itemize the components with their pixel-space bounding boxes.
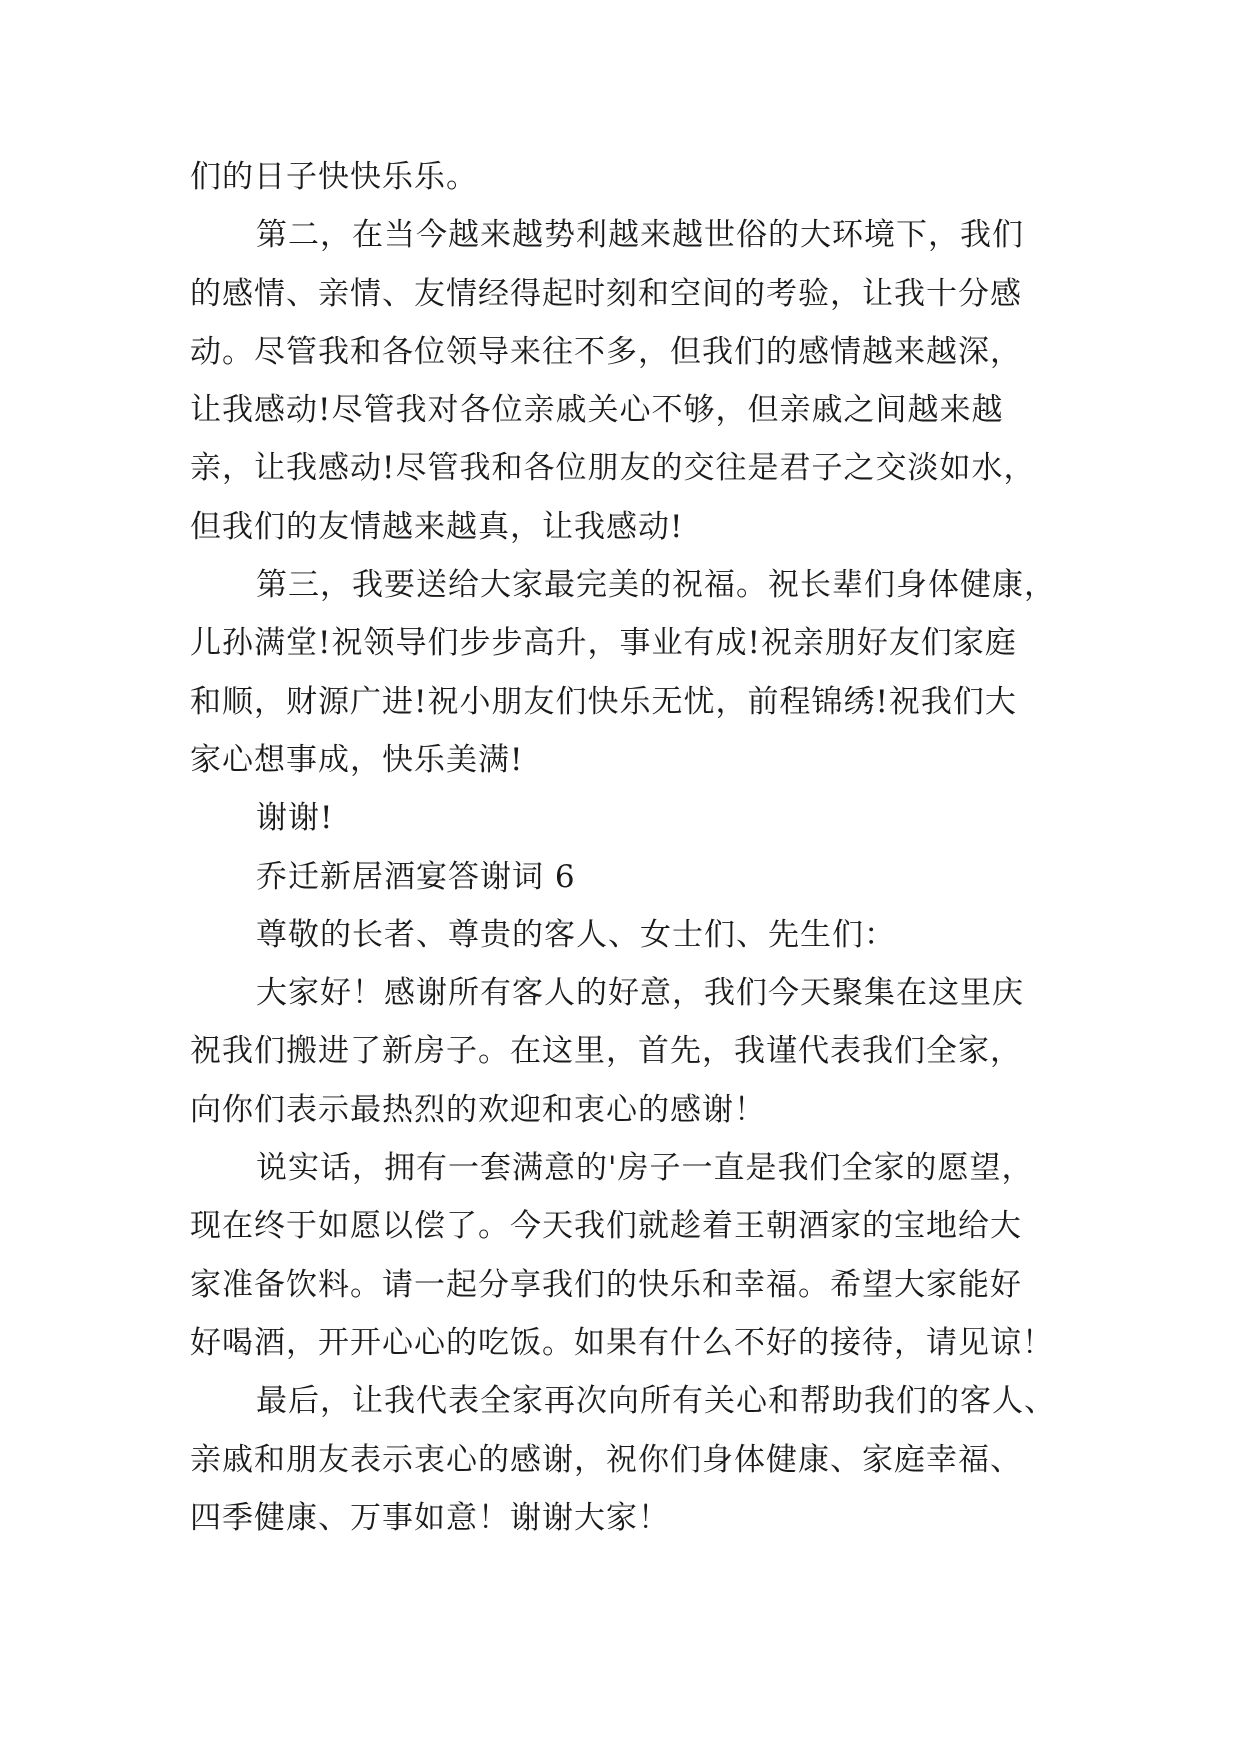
- text-line: 四季健康、万事如意！谢谢大家！: [190, 1499, 670, 1536]
- text-line: 家心想事成，快乐美满!: [190, 741, 524, 778]
- text-line: 尊敬的长者、尊贵的客人、女士们、先生们：: [256, 916, 896, 953]
- text-line: 亲戚和朋友表示衷心的感谢，祝你们身体健康、家庭幸福、: [190, 1441, 1022, 1478]
- text-line: 亲，让我感动!尽管我和各位朋友的交往是君子之交淡如水，: [190, 450, 1036, 487]
- text-line: 大家好！感谢所有客人的好意，我们今天聚集在这里庆: [256, 975, 1024, 1012]
- section-title: 乔迁新居酒宴答谢词 6: [256, 858, 576, 895]
- text-line: 但我们的友情越来越真，让我感动!: [190, 508, 684, 545]
- text-line: 谢谢!: [256, 800, 334, 837]
- text-line: 说实话，拥有一套满意的'房子一直是我们全家的愿望，: [256, 1150, 1034, 1187]
- text-line: 动。尽管我和各位领导来往不多，但我们的感情越来越深，: [190, 333, 1022, 370]
- text-line: 向你们表示最热烈的欢迎和衷心的感谢！: [190, 1091, 766, 1128]
- text-line: 的感情、亲情、友情经得起时刻和空间的考验，让我十分感: [190, 275, 1022, 312]
- text-line: 家准备饮料。请一起分享我们的快乐和幸福。希望大家能好: [190, 1266, 1022, 1303]
- text-line: 儿孙满堂!祝领导们步步高升，事业有成!祝亲朋好友们家庭: [190, 625, 1017, 662]
- text-line: 第二，在当今越来越势利越来越世俗的大环境下，我们: [256, 217, 1024, 254]
- text-line: 祝我们搬进了新房子。在这里，首先，我谨代表我们全家，: [190, 1033, 1022, 1070]
- text-line: 和顺，财源广进!祝小朋友们快乐无忧，前程锦绣!祝我们大: [190, 683, 1017, 720]
- text-line: 好喝酒，开开心心的吃饭。如果有什么不好的接待，请见谅！: [190, 1324, 1054, 1361]
- text-line: 第三，我要送给大家最完美的祝福。祝长辈们身体健康，: [256, 567, 1056, 604]
- text-line: 现在终于如愿以偿了。今天我们就趁着王朝酒家的宝地给大: [190, 1208, 1022, 1245]
- text-line: 们的日子快快乐乐。: [190, 159, 478, 195]
- text-line: 让我感动!尽管我对各位亲戚关心不够，但亲戚之间越来越: [190, 392, 1004, 429]
- document-body: [190, 148, 1070, 1547]
- text-line: 最后，让我代表全家再次向所有关心和帮助我们的客人、: [256, 1383, 1056, 1420]
